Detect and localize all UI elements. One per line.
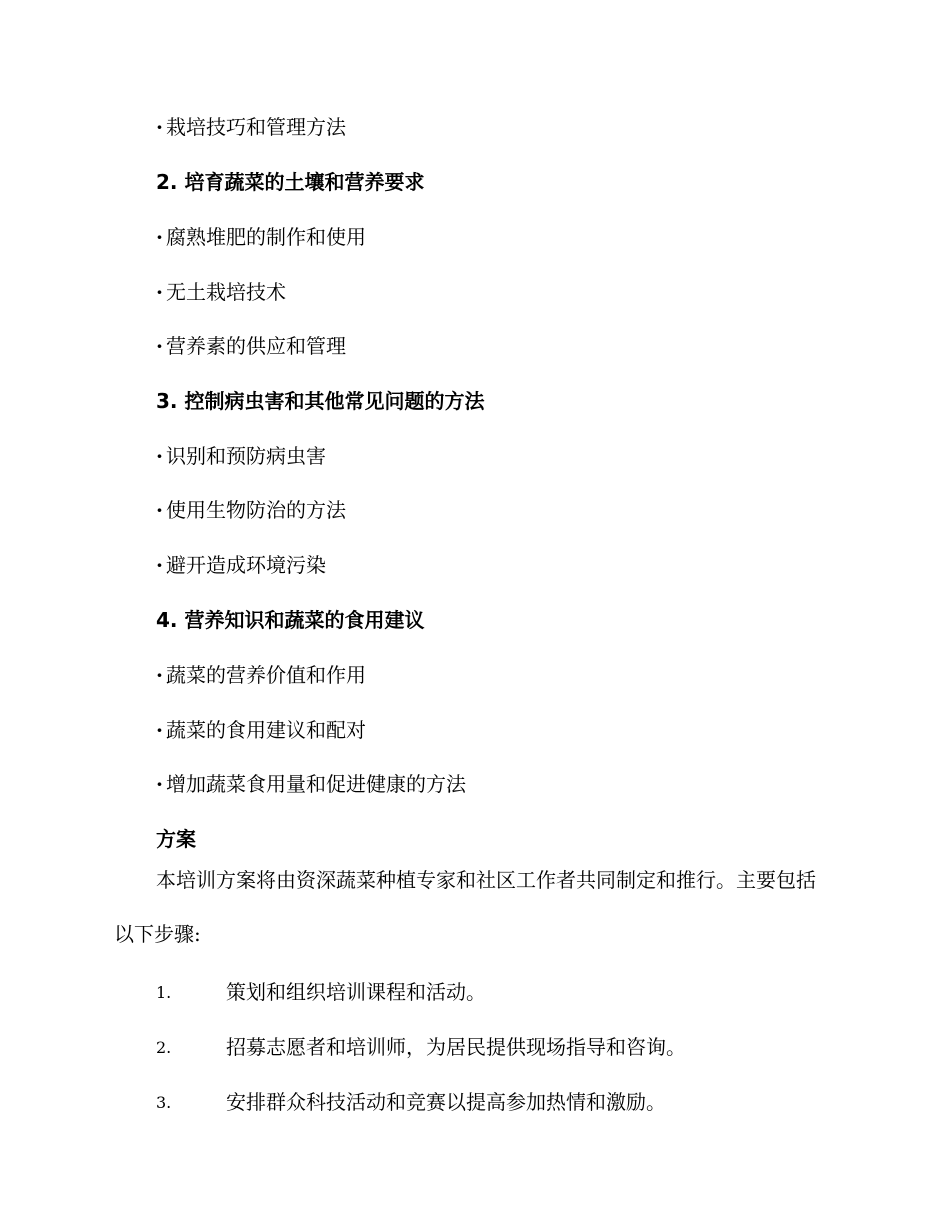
list-item-text: 无土栽培技术 (166, 280, 286, 304)
bullet-mark: · (156, 115, 163, 139)
step-text: 安排群众科技活动和竞赛以提高参加热情和激励。 (226, 1090, 666, 1114)
step-number: 2. (156, 1038, 172, 1057)
list-item (156, 496, 346, 524)
list-item (156, 661, 366, 689)
step-text: 招募志愿者和培训师，为居民提供现场指导和咨询。 (226, 1035, 686, 1059)
list-item (156, 332, 346, 360)
list-item-text: 蔬菜的营养价值和作用 (166, 663, 366, 687)
list-item-text: 营养素的供应和管理 (166, 334, 346, 358)
step-number: 3. (156, 1093, 172, 1112)
list-item-text: 蔬菜的食用建议和配对 (166, 718, 366, 742)
list-item (156, 278, 286, 306)
list-item (156, 113, 346, 141)
list-item-text: 识别和预防病虫害 (166, 444, 326, 468)
bullet-mark: · (156, 553, 163, 577)
list-item (156, 770, 466, 798)
bullet-mark: · (156, 772, 163, 796)
list-item (156, 716, 366, 744)
list-item-text: 避开造成环境污染 (166, 553, 326, 577)
step-text: 策划和组织培训课程和活动。 (226, 980, 486, 1004)
bullet-mark: · (156, 718, 163, 742)
step-number: 1. (156, 983, 172, 1002)
bullet-mark: · (156, 225, 163, 249)
list-item (156, 223, 366, 251)
list-item (156, 551, 326, 579)
plan-paragraph: 本培训方案将由资深蔬菜种植专家和社区工作者共同制定和推行。主要包括以下步骤: (114, 868, 816, 946)
section-heading: 2. 培育蔬菜的土壤和营养要求 (156, 170, 425, 194)
bullet-mark: · (156, 280, 163, 304)
bullet-mark: · (156, 444, 163, 468)
list-item-text: 栽培技巧和管理方法 (166, 115, 346, 139)
bullet-mark: · (156, 334, 163, 358)
section-heading: 3. 控制病虫害和其他常见问题的方法 (156, 389, 485, 413)
list-item-text: 增加蔬菜食用量和促进健康的方法 (166, 772, 466, 796)
plan-heading: 方案 (156, 827, 196, 851)
bullet-mark: · (156, 498, 163, 522)
bullet-mark: · (156, 663, 163, 687)
list-item-text: 使用生物防治的方法 (166, 498, 346, 522)
section-heading: 4. 营养知识和蔬菜的食用建议 (156, 608, 425, 632)
list-item (156, 442, 326, 470)
list-item-text: 腐熟堆肥的制作和使用 (166, 225, 366, 249)
